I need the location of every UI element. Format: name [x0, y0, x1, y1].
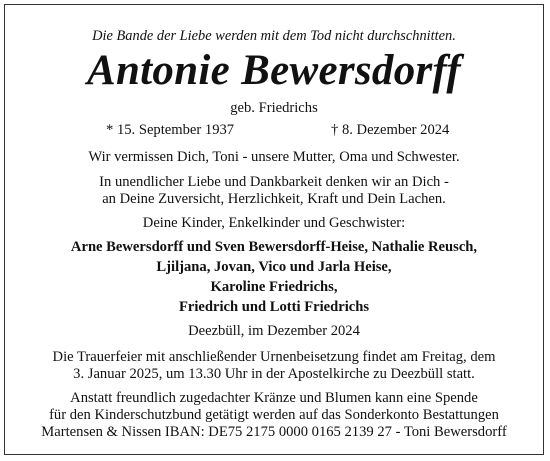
family-names-line-1: Arne Bewersdorff und Sven Bewersdorff-Heise, Nathalie Reusch, — [70, 239, 478, 255]
donation-line-1: Anstatt freundlich zugedachter Kränze und Blumen kann eine Spende — [70, 390, 478, 406]
gratitude-line-1: In unendlicher Liebe und Dankbarkeit denken wir an Dich - — [99, 174, 449, 190]
donation-line-2: für den Kinderschutzbund getätigt werden auf das Sonderkonto Bestattungen — [49, 407, 499, 423]
funeral-line-2: 3. Januar 2025, um 13.30 Uhr in der Apostelkirche zu Deezbüll statt. — [73, 366, 475, 382]
deceased-name: Antonie Bewersdorff — [86, 47, 462, 94]
motto-quote: Die Bande der Liebe werden mit dem Tod nicht durchschnitten. — [92, 28, 456, 44]
family-names-line-4: Friedrich und Lotti Friedrichs — [178, 299, 370, 315]
donation-line-3: Martensen & Nissen IBAN: DE75 2175 0000 0165 2139 27 - Toni Bewersdorff — [41, 424, 507, 440]
funeral-line-1: Die Trauerfeier mit anschließender Urnenbeisetzung findet am Freitag, dem — [52, 349, 496, 365]
birth-name: geb. Friedrichs — [230, 100, 318, 116]
death-date: † 8. Dezember 2024 — [331, 122, 450, 138]
gratitude-line-2: an Deine Zuversicht, Herzlichkeit, Kraft und Dein Lachen. — [102, 191, 446, 207]
family-names-line-2: Ljiljana, Jovan, Vico und Jarla Heise, — [156, 259, 392, 275]
birth-date: * 15. September 1937 — [106, 122, 235, 138]
family-names-line-3: Karoline Friedrichs, — [210, 279, 338, 295]
place-date: Deezbüll, im Dezember 2024 — [188, 323, 360, 339]
message-line: Wir vermissen Dich, Toni - unsere Mutter, Oma und Schwester. — [88, 149, 460, 165]
obituary-notice — [4, 4, 544, 455]
family-intro: Deine Kinder, Enkelkinder und Geschwister: — [142, 215, 406, 231]
